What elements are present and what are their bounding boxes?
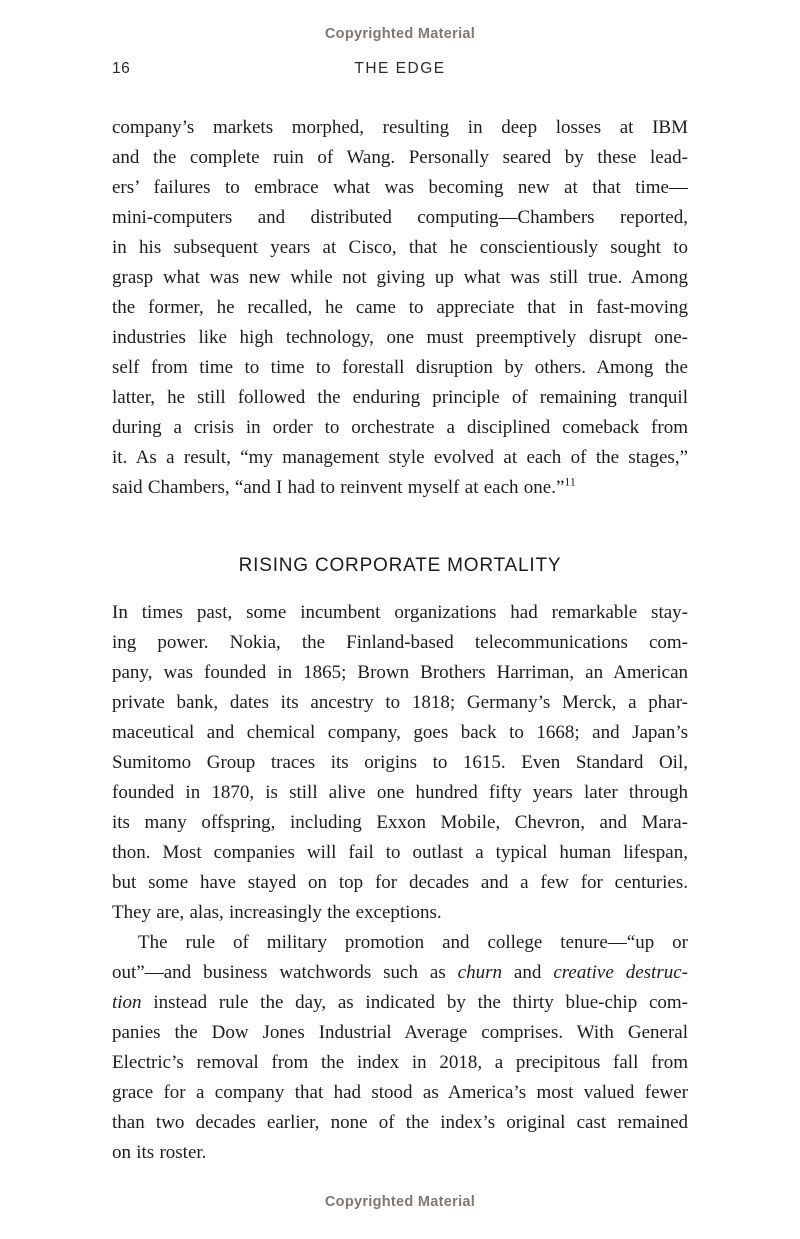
text-line: They are, alas, increasingly the exceptions. (112, 902, 442, 923)
footnote-reference: 11 (564, 475, 576, 489)
paragraph (112, 113, 688, 503)
text-line: ers’ failures to embrace what was becoming new at that time— (112, 177, 688, 198)
text-line: self from time to time to forestall disruption by others. Among the (112, 357, 688, 378)
text-line: founded in 1870, is still alive one hundred fifty years later through (112, 782, 688, 803)
text-line: industries like high technology, one must preemptively disrupt one- (112, 327, 688, 348)
text-line: on its roster. (112, 1142, 207, 1163)
text-line: during a crisis in order to orchestrate a disciplined comeback from (112, 417, 688, 438)
page-body (112, 113, 688, 1168)
text-line: thon. Most companies will fail to outlast a typical human lifespan, (112, 842, 688, 863)
text-line: its many offspring, including Exxon Mobile, Chevron, and Mara- (112, 812, 688, 833)
text-line: in his subsequent years at Cisco, that he conscientiously sought to (112, 237, 688, 258)
text-line: than two decades earlier, none of the index’s original cast remained (112, 1112, 688, 1133)
paragraph (112, 928, 688, 1168)
text-line: Sumitomo Group traces its origins to 1615. Even Standard Oil, (112, 752, 688, 773)
page-header (112, 60, 688, 82)
text-line: In times past, some incumbent organizations had remarkable stay- (112, 602, 688, 623)
paragraph (112, 598, 688, 928)
text-line: Electric’s removal from the index in 2018, a precipitous fall from (112, 1052, 688, 1073)
text-line: The rule of military promotion and college tenure—“up or (138, 932, 688, 953)
text-line: and the complete ruin of Wang. Personally seared by these lead- (112, 147, 688, 168)
text-line: company’s markets morphed, resulting in deep losses at IBM (112, 117, 688, 138)
text-line: panies the Dow Jones Industrial Average comprises. With General (112, 1022, 688, 1043)
text-line: the former, he recalled, he came to appreciate that in fast-moving (112, 297, 688, 318)
text-line: maceutical and chemical company, goes back to 1668; and Japan’s (112, 722, 688, 743)
text-line: tion instead rule the day, as indicated by the thirty blue-chip com- (112, 992, 688, 1013)
text-line: ing power. Nokia, the Finland-based telecommunications com- (112, 632, 688, 653)
running-title: THE EDGE (354, 60, 446, 77)
text-line: but some have stayed on top for decades and a few for centuries. (112, 872, 688, 893)
section-heading: RISING CORPORATE MORTALITY (238, 555, 562, 576)
text-line: private bank, dates its ancestry to 1818; Germany’s Merck, a phar- (112, 692, 688, 713)
text-line: latter, he still followed the enduring principle of remaining tranquil (112, 387, 688, 408)
text-line: said Chambers, “and I had to reinvent myself at each one.”$^{11}$ (112, 475, 576, 498)
text-line: pany, was founded in 1865; Brown Brothers Harriman, an American (112, 662, 688, 683)
text-line: grasp what was new while not giving up what was still true. Among (112, 267, 688, 288)
page-number: 16 (112, 60, 131, 77)
text-line: it. As a result, “my management style evolved at each of the stages,” (112, 447, 688, 468)
text-line: mini-computers and distributed computing—Chambers reported, (112, 207, 688, 228)
copyright-watermark-bottom: Copyrighted Material (324, 1194, 476, 1210)
copyright-watermark-top: Copyrighted Material (324, 26, 476, 42)
text-line: out”—and business watchwords such as churn and creative destruc- (112, 962, 688, 983)
text-line: grace for a company that had stood as America’s most valued fewer (112, 1082, 688, 1103)
